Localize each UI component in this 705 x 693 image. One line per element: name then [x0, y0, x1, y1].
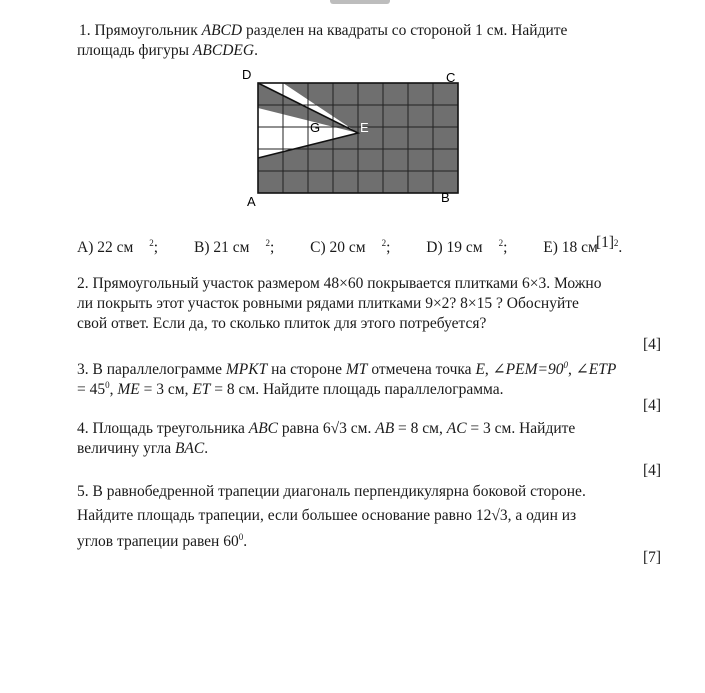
math-var: ABCD	[201, 22, 243, 39]
problem5-line3: углов трапеции равен $60^0$.	[77, 532, 248, 550]
text: .	[254, 42, 258, 59]
problem1-line2	[77, 41, 258, 61]
problem2-line3: свой ответ. Если да, то сколько плиток для этого потребуется?	[77, 315, 487, 332]
text: разделен на квадраты со стороной 1 см. Найдите	[242, 22, 568, 39]
answer-e: E) 18 см $^2$.	[543, 238, 623, 256]
problem5-mark: [7]	[643, 549, 662, 566]
label-D: D	[242, 67, 252, 82]
answer-a: A) 22 см $^2$;	[77, 238, 159, 256]
problem4-mark: [4]	[643, 462, 662, 479]
text: площадь фигуры	[77, 42, 193, 59]
problem3-line1: 3. В параллелограмме MPKT на стороне MT отмечена точка E, $\angle PEM=90^0$, ∠ETP	[77, 360, 617, 378]
problem2-mark: [4]	[643, 336, 662, 353]
problem5-line1: 5. В равнобедренной трапеции диагональ перпендикулярна боковой стороне.	[77, 483, 586, 500]
grid-figure-svg	[238, 66, 468, 208]
scan-smudge	[330, 0, 390, 4]
problem3-mark: [4]	[643, 397, 662, 414]
problem3-line2: = $45^0$, ME = 3 см, ET = 8 см. Найдите площадь параллелограмма.	[77, 380, 504, 398]
answer-options	[77, 233, 654, 258]
label-G: G	[310, 120, 321, 135]
text: 1. Прямоугольник	[79, 22, 202, 39]
problem2-line2: ли покрыть этот участок ровными рядами плитками 9×2? 8×15 ? Обоснуйте	[77, 295, 579, 312]
problem1-mark: [1]	[596, 234, 615, 251]
label-B: B	[441, 190, 450, 205]
problem2-line1: 2. Прямоугольный участок размером 48×60 покрывается плитками 6×3. Можно	[77, 275, 602, 292]
answer-d: D) 19 см $^2$;	[426, 238, 508, 256]
label-A: A	[247, 194, 256, 208]
answer-b: B) 21 см $^2$;	[193, 238, 275, 256]
problem5-line2: Найдите площадь трапеции, если большее основание равно 12√3, а один из	[77, 507, 577, 524]
answer-c: C) 20 см $^2$;	[310, 238, 391, 256]
grid-figure	[238, 66, 468, 208]
problem4-line2: величину угла BAC.	[77, 440, 209, 457]
problem4-line1: 4. Площадь треугольника ABC равна 6√3 см. AB = 8 см, AC = 3 см. Найдите	[77, 420, 576, 437]
label-C: C	[446, 70, 456, 85]
problem1-line1	[79, 21, 567, 41]
math-var: ABCDEG	[192, 42, 255, 59]
label-E: E	[360, 120, 369, 135]
